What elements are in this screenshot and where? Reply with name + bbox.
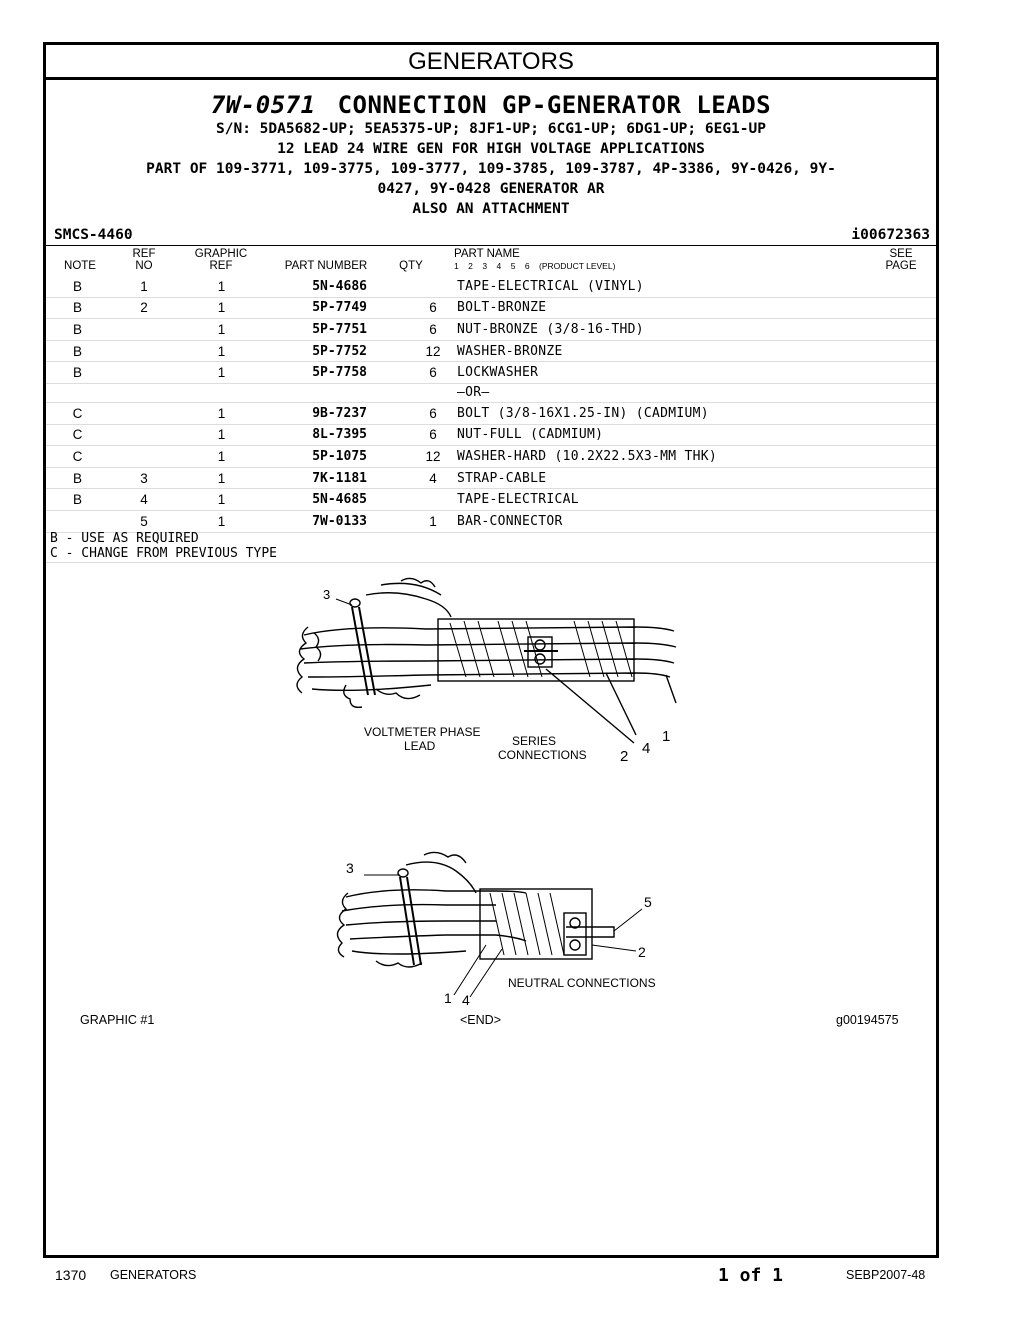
row-note (46, 510, 109, 532)
row-part-number: 5P-7749 (264, 297, 412, 319)
col-see-page-line2: PAGE (885, 260, 917, 272)
row-ref-no (109, 319, 179, 341)
parts-row (46, 383, 936, 402)
row-part-number: 7K-1181 (264, 467, 412, 489)
part-of-line-2: 0427, 9Y-0428 GENERATOR AR (377, 181, 605, 197)
parts-row (46, 510, 936, 532)
callout-4-top: 4 (642, 740, 651, 757)
col-part-name-line1: PART NAME (454, 248, 520, 260)
section-title: GENERATORS (46, 45, 936, 80)
divider (46, 562, 936, 563)
footer-section: GENERATORS (110, 1268, 197, 1282)
row-qty: 6 (412, 362, 454, 384)
row-part-number: 5P-1075 (264, 446, 412, 468)
callout-3-top: 3 (323, 587, 331, 602)
col-graphic-ref-line1: GRAPHIC (194, 248, 248, 260)
row-graphic-ref: 1 (179, 276, 264, 297)
group-title: CONNECTION GP-GENERATOR LEADS (337, 91, 772, 119)
label-lead: LEAD (404, 739, 436, 753)
note-c: C - CHANGE FROM PREVIOUS TYPE (50, 546, 277, 561)
callout-4-bottom: 4 (462, 992, 470, 1008)
row-graphic-ref: 1 (179, 340, 264, 362)
col-see-page-line1: SEE (889, 248, 913, 260)
row-part-number: 5P-7758 (264, 362, 412, 384)
row-ref-no (109, 402, 179, 424)
graphic-caption: GRAPHIC #1 (80, 1013, 155, 1027)
notes (50, 531, 277, 561)
row-graphic-ref: 1 (179, 510, 264, 532)
callout-1-top: 1 (662, 728, 671, 745)
row-qty: 4 (412, 467, 454, 489)
row-part-name: TAPE-ELECTRICAL (VINYL) (454, 276, 936, 297)
callout-2-bottom: 2 (638, 944, 646, 960)
row-part-number: 5N-4685 (264, 489, 412, 511)
row-graphic-ref: 1 (179, 424, 264, 446)
row-part-name: —OR— (454, 383, 936, 402)
row-qty: 6 (412, 297, 454, 319)
row-ref-no: 5 (109, 510, 179, 532)
row-part-name: TAPE-ELECTRICAL (454, 489, 936, 511)
row-note: B (46, 340, 109, 362)
col-graphic-ref (186, 248, 256, 272)
row-ref-no (109, 383, 179, 402)
row-part-name: BAR-CONNECTOR (454, 510, 936, 532)
callout-5-bottom: 5 (644, 894, 652, 910)
row-part-name: LOCKWASHER (454, 362, 936, 384)
row-part-name: WASHER-HARD (10.2X22.5X3-MM THK) (454, 446, 936, 468)
row-graphic-ref: 1 (179, 362, 264, 384)
row-ref-no (109, 340, 179, 362)
row-ref-no (109, 424, 179, 446)
row-part-number: 5P-7751 (264, 319, 412, 341)
callout-2-top: 2 (620, 748, 629, 765)
row-note: B (46, 319, 109, 341)
col-part-name (454, 248, 615, 272)
col-graphic-ref-line2: REF (209, 260, 233, 272)
parts-table (46, 276, 936, 533)
row-part-number: 9B-7237 (264, 402, 412, 424)
col-ref-no (124, 248, 164, 272)
graphic-id: g00194575 (836, 1013, 899, 1027)
series-connection-drawing (297, 578, 676, 743)
label-neutral-connections: NEUTRAL CONNECTIONS (508, 976, 656, 990)
doc-code: SEBP2007-48 (846, 1268, 926, 1282)
row-part-name: NUT-BRONZE (3/8-16-THD) (454, 319, 936, 341)
callout-1-bottom: 1 (444, 990, 452, 1006)
row-ref-no (109, 362, 179, 384)
part-header (46, 91, 936, 219)
parts-row (46, 446, 936, 468)
row-qty: 6 (412, 402, 454, 424)
row-note: B (46, 489, 109, 511)
row-part-number: 8L-7395 (264, 424, 412, 446)
row-part-name: BOLT-BRONZE (454, 297, 936, 319)
row-qty: 12 (412, 446, 454, 468)
row-graphic-ref (179, 383, 264, 402)
parts-row (46, 489, 936, 511)
group-part-number: 7W-0571 (210, 91, 316, 119)
connection-illustration (46, 565, 936, 1025)
row-note (46, 383, 109, 402)
part-of-line-1: PART OF 109-3771, 109-3775, 109-3777, 109-3785, 109-3787, 4P-3386, 9Y-0426, 9Y- (146, 161, 836, 177)
row-part-number: 5P-7752 (264, 340, 412, 362)
row-note: B (46, 276, 109, 297)
parts-row (46, 276, 936, 297)
label-voltmeter-phase: VOLTMETER PHASE (364, 725, 481, 739)
col-note: NOTE (64, 260, 96, 272)
row-note: B (46, 467, 109, 489)
parts-row (46, 402, 936, 424)
col-product-levels: 1 2 3 4 5 6 (PRODUCT LEVEL) (454, 261, 616, 271)
smcs-code: SMCS-4460 (54, 227, 133, 243)
row-graphic-ref: 1 (179, 446, 264, 468)
row-part-name: STRAP-CABLE (454, 467, 936, 489)
page-frame (43, 42, 939, 1258)
col-ref-no-line1: REF (132, 248, 156, 260)
row-graphic-ref: 1 (179, 319, 264, 341)
row-qty (412, 489, 454, 511)
row-part-number: 7W-0133 (264, 510, 412, 532)
parts-row (46, 297, 936, 319)
parts-row (46, 362, 936, 384)
row-part-number (264, 383, 412, 402)
row-qty: 12 (412, 340, 454, 362)
row-graphic-ref: 1 (179, 489, 264, 511)
page-of: 1 of 1 (718, 1265, 784, 1286)
col-part-number: PART NUMBER (284, 260, 368, 272)
page-number: 1370 (55, 1267, 87, 1283)
row-part-number: 5N-4686 (264, 276, 412, 297)
serial-numbers: S/N: 5DA5682-UP; 5EA5375-UP; 8JF1-UP; 6CG1-UP; 6DG1-UP; 6EG1-UP (216, 121, 766, 137)
callout-3-bottom: 3 (346, 860, 354, 876)
parts-row (46, 319, 936, 341)
row-note: C (46, 446, 109, 468)
description: 12 LEAD 24 WIRE GEN FOR HIGH VOLTAGE APPLICATIONS (277, 141, 705, 157)
col-ref-no-line2: NO (135, 260, 153, 272)
row-graphic-ref: 1 (179, 297, 264, 319)
row-qty (412, 383, 454, 402)
row-part-name: BOLT (3/8-16X1.25-IN) (CADMIUM) (454, 402, 936, 424)
attachment-note: ALSO AN ATTACHMENT (412, 201, 570, 217)
row-ref-no: 2 (109, 297, 179, 319)
row-note: B (46, 297, 109, 319)
label-connections: CONNECTIONS (498, 748, 587, 762)
row-graphic-ref: 1 (179, 402, 264, 424)
neutral-connection-labels (346, 860, 656, 1008)
end-marker: <END> (460, 1013, 501, 1027)
parts-row (46, 340, 936, 362)
part-title-line (46, 91, 936, 119)
row-ref-no: 3 (109, 467, 179, 489)
row-note: C (46, 402, 109, 424)
row-qty: 1 (412, 510, 454, 532)
row-ref-no: 1 (109, 276, 179, 297)
row-qty: 6 (412, 319, 454, 341)
parts-table-body (46, 276, 936, 532)
row-part-name: WASHER-BRONZE (454, 340, 936, 362)
row-ref-no: 4 (109, 489, 179, 511)
row-graphic-ref: 1 (179, 467, 264, 489)
document-id: i00672363 (851, 227, 930, 243)
row-qty (412, 276, 454, 297)
label-series: SERIES (512, 734, 557, 748)
row-part-name: NUT-FULL (CADMIUM) (454, 424, 936, 446)
row-ref-no (109, 446, 179, 468)
col-qty: QTY (399, 260, 423, 272)
note-b: B - USE AS REQUIRED (50, 531, 199, 546)
smcs-row (46, 225, 936, 246)
parts-row (46, 467, 936, 489)
row-qty: 6 (412, 424, 454, 446)
parts-row (46, 424, 936, 446)
col-see-page (876, 248, 926, 272)
row-note: B (46, 362, 109, 384)
row-note: C (46, 424, 109, 446)
